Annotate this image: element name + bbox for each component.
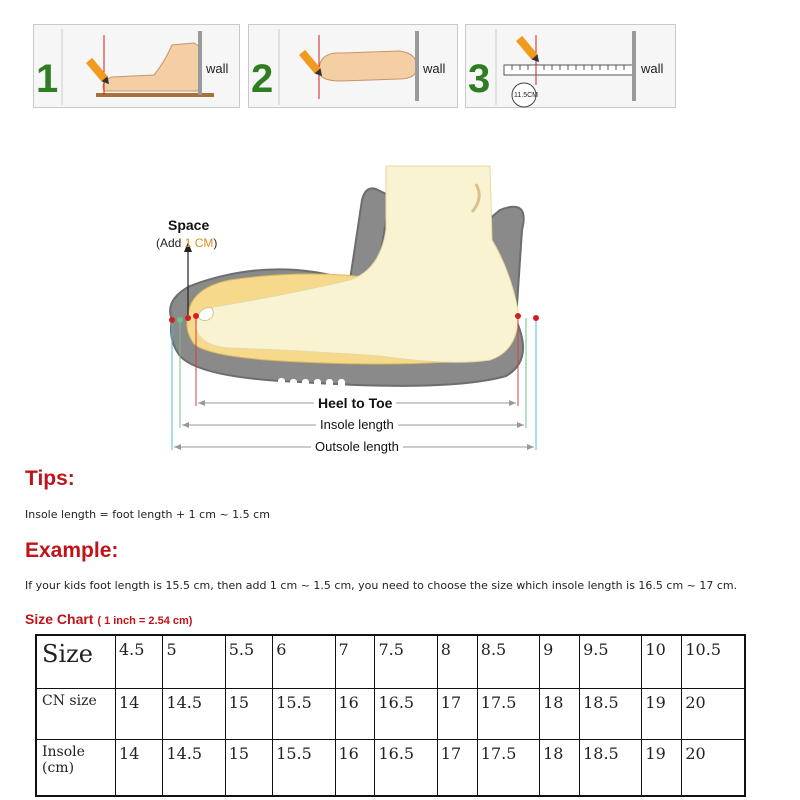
row-label-cn-size: CN size — [36, 689, 116, 740]
row-label-insole: Insole (cm) — [36, 739, 116, 796]
table-cell: 5 — [163, 635, 225, 689]
example-heading: Example: — [25, 539, 119, 562]
table-row-cn-size — [36, 689, 745, 740]
space-note — [156, 236, 217, 250]
table-row-size — [36, 635, 745, 689]
heel-to-toe-label: Heel to Toe — [314, 395, 396, 411]
step-2-number: 2 — [251, 57, 274, 101]
step-2-panel — [248, 24, 458, 108]
table-cell: 18.5 — [580, 689, 642, 740]
tips-text: Insole length = foot length + 1 cm ~ 1.5 cm — [25, 508, 270, 521]
table-cell: 14.5 — [163, 739, 225, 796]
table-cell: 7 — [335, 635, 375, 689]
table-cell: 16.5 — [375, 689, 437, 740]
step-1-wall-label: wall — [206, 61, 229, 76]
table-cell: 17 — [437, 689, 477, 740]
table-cell: 19 — [642, 689, 682, 740]
table-cell: 8.5 — [477, 635, 539, 689]
table-cell: 15.5 — [273, 739, 335, 796]
table-cell: 16.5 — [375, 739, 437, 796]
table-cell: 9 — [540, 635, 580, 689]
table-cell: 17.5 — [477, 689, 539, 740]
table-cell: 16 — [335, 739, 375, 796]
example-text: If your kids foot length is 15.5 cm, then add 1 cm ~ 1.5 cm, you need to choose the size which insole length is 16.5 cm ~ 17 cm. — [25, 579, 738, 592]
table-cell: 15 — [225, 689, 272, 740]
step-1-number: 1 — [36, 57, 59, 101]
step-3-panel — [465, 24, 676, 108]
table-cell: 9.5 — [580, 635, 642, 689]
table-cell: 18 — [540, 689, 580, 740]
table-cell: 20 — [682, 739, 745, 796]
table-cell: 5.5 — [225, 635, 272, 689]
outsole-length-label: Outsole length — [311, 439, 403, 454]
space-note-suffix: ) — [213, 236, 218, 250]
insole-length-label: Insole length — [316, 417, 398, 432]
space-note-value: 1 CM — [184, 236, 214, 250]
table-cell: 17 — [437, 739, 477, 796]
table-cell: 17.5 — [477, 739, 539, 796]
space-note-prefix: (Add — [156, 236, 185, 250]
table-cell: 14 — [116, 739, 163, 796]
table-cell: 15.5 — [273, 689, 335, 740]
size-chart-note: ( 1 inch = 2.54 cm) — [97, 615, 193, 627]
table-cell: 8 — [437, 635, 477, 689]
table-cell: 7.5 — [375, 635, 437, 689]
space-title: Space — [168, 217, 210, 233]
step-3-number: 3 — [468, 57, 491, 101]
table-cell: 6 — [273, 635, 335, 689]
row-label-size: Size — [36, 635, 116, 689]
step-3-wall-label: wall — [641, 61, 664, 76]
tips-heading: Tips: — [25, 467, 75, 490]
table-cell: 15 — [225, 739, 272, 796]
table-cell: 4.5 — [116, 635, 163, 689]
measuring-steps — [33, 24, 676, 110]
step-2-wall-label: wall — [423, 61, 446, 76]
table-cell: 14 — [116, 689, 163, 740]
table-row-insole — [36, 739, 745, 796]
table-cell: 10 — [642, 635, 682, 689]
table-cell: 16 — [335, 689, 375, 740]
size-chart-table — [35, 634, 746, 797]
table-cell: 14.5 — [163, 689, 225, 740]
table-cell: 18 — [540, 739, 580, 796]
step-3-ruler-reading: 11.5CM — [514, 92, 538, 99]
shoe-measurement-diagram — [150, 160, 570, 460]
table-cell: 20 — [682, 689, 745, 740]
table-cell: 19 — [642, 739, 682, 796]
table-cell: 18.5 — [580, 739, 642, 796]
size-chart-title-text: Size Chart — [25, 611, 94, 627]
size-chart-title — [25, 611, 192, 627]
table-cell: 10.5 — [682, 635, 745, 689]
step-1-panel — [33, 24, 240, 108]
